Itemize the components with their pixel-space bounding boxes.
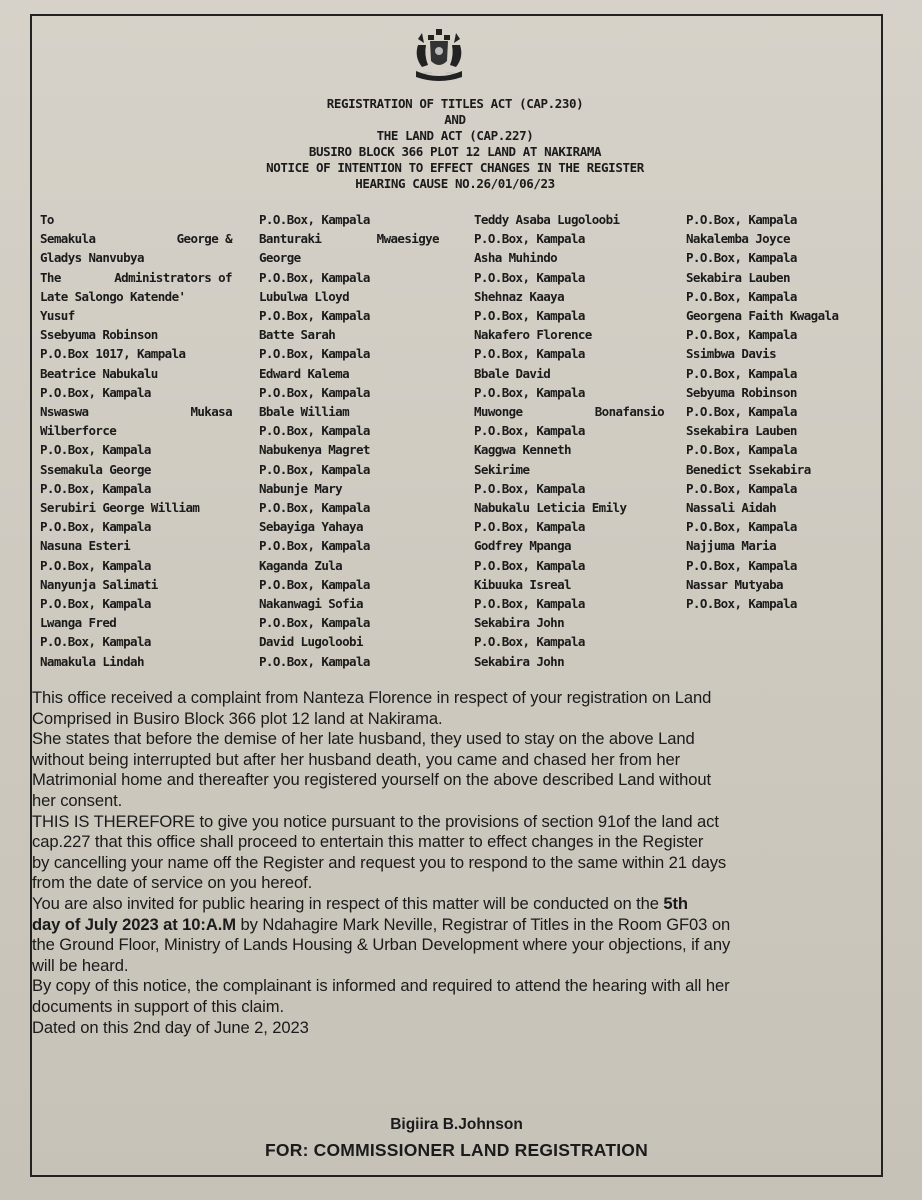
body-line: her consent.	[32, 790, 123, 810]
list-item	[40, 268, 232, 287]
list-item: P.O.Box, Kampala	[259, 384, 370, 400]
list-item-word: Administrators of	[114, 269, 232, 285]
hearing-date-bold: day of July 2023 at 10:A.M	[32, 914, 236, 934]
body-line: By copy of this notice, the complainant is informed and required to attend the hearing with all her	[32, 976, 730, 996]
list-item: P.O.Box, Kampala	[686, 288, 797, 304]
list-item: Bbale William	[259, 404, 350, 420]
list-item: Teddy Asaba Lugoloobi	[474, 212, 620, 227]
heading-line: AND	[444, 112, 466, 127]
list-item: Sekabira John	[474, 653, 565, 669]
list-item: Nakafero Florence	[474, 327, 592, 343]
list-item: Nassali Aidah	[686, 500, 777, 516]
list-item: Kaganda Zula	[259, 557, 343, 573]
body-line: from the date of service on you hereof.	[32, 873, 313, 893]
list-item: Sekirime	[474, 461, 530, 477]
list-item	[259, 229, 439, 248]
coat-of-arms-icon	[410, 27, 468, 87]
list-item: P.O.Box, Kampala	[686, 327, 797, 343]
list-item: Late Salongo Katende'	[40, 288, 186, 304]
body-line: without being interrupted but after her husband death, you came and chased her from her	[32, 749, 681, 769]
list-item-word: Mwaesigye	[376, 231, 439, 247]
list-item-word: The	[40, 269, 61, 285]
body-line: She states that before the demise of her late husband, they used to stay on the above Land	[32, 729, 695, 749]
list-item: Kaggwa Kenneth	[474, 442, 571, 458]
list-item: Sekabira Lauben	[686, 269, 790, 285]
addressee-column-1	[40, 210, 232, 671]
list-item: Benedict Ssekabira	[686, 461, 811, 477]
dated-line: Dated on this 2nd day of June 2, 2023	[32, 1017, 309, 1037]
list-item: Ssemakula George	[40, 461, 151, 477]
list-item: Beatrice Nabukalu	[40, 365, 158, 381]
signatory-office: FOR: COMMISSIONER LAND REGISTRATION	[265, 1140, 648, 1160]
list-item: P.O.Box, Kampala	[686, 212, 797, 227]
list-item: Lubulwa Lloyd	[259, 288, 350, 304]
list-item: P.O.Box, Kampala	[686, 480, 797, 496]
list-item: Ssebyuma Robinson	[40, 327, 158, 343]
list-item: Najjuma Maria	[686, 538, 777, 554]
list-item: Nabukalu Leticia Emily	[474, 500, 627, 516]
addressee-column-4	[686, 210, 861, 613]
list-item: P.O.Box, Kampala	[474, 557, 585, 573]
body-line	[32, 915, 880, 936]
list-item: P.O.Box, Kampala	[40, 596, 151, 612]
list-item: P.O.Box, Kampala	[40, 384, 151, 400]
list-item: P.O.Box, Kampala	[474, 269, 585, 285]
list-item: P.O.Box, Kampala	[474, 634, 585, 650]
list-item: P.O.Box, Kampala	[40, 557, 151, 573]
list-item: Serubiri George William	[40, 500, 200, 516]
heading-line: HEARING CAUSE NO.26/01/06/23	[355, 176, 555, 191]
body-line	[32, 894, 880, 915]
list-item: P.O.Box, Kampala	[259, 461, 370, 477]
list-item	[40, 402, 232, 421]
list-item: Georgena Faith Kwagala	[686, 308, 839, 324]
list-item: P.O.Box, Kampala	[474, 423, 585, 439]
list-item: P.O.Box, Kampala	[474, 596, 585, 612]
body-line: documents in support of this claim.	[32, 996, 284, 1016]
list-item: Nassar Mutyaba	[686, 576, 783, 592]
body-line: THIS IS THEREFORE to give you notice pursuant to the provisions of section 91of the land act	[32, 811, 719, 831]
body-line: the Ground Floor, Ministry of Lands Housing & Urban Development where your objections, if any	[32, 935, 731, 955]
list-item: Sekabira John	[474, 615, 565, 631]
body-line: cap.227 that this office shall proceed to entertain this matter to effect changes in the Register	[32, 832, 704, 852]
list-item-word: Semakula	[40, 231, 96, 247]
list-item	[474, 402, 664, 421]
notice-heading	[230, 96, 680, 192]
list-item: Yusuf	[40, 308, 75, 324]
list-item: P.O.Box, Kampala	[686, 404, 797, 420]
list-item-word: Bonafansio	[594, 404, 664, 420]
notice-body	[32, 688, 880, 1038]
body-line: This office received a complaint from Nanteza Florence in respect of your registration on Land	[32, 688, 712, 707]
list-item: Namakula Lindah	[40, 653, 144, 669]
list-item: Batte Sarah	[259, 327, 336, 343]
signatory-name: Bigiira B.Johnson	[390, 1116, 523, 1133]
body-line: Matrimonial home and thereafter you registered yourself on the above described Land without	[32, 770, 712, 790]
list-item: Sebyuma Robinson	[686, 384, 797, 400]
addressee-column-3	[474, 210, 664, 671]
list-item: P.O.Box, Kampala	[259, 346, 370, 362]
list-item: P.O.Box, Kampala	[474, 480, 585, 496]
list-item: Ssimbwa Davis	[686, 346, 777, 362]
list-item: P.O.Box, Kampala	[686, 557, 797, 573]
addressee-column-2	[259, 210, 439, 671]
list-item: Nabunje Mary	[259, 480, 343, 496]
list-item: Godfrey Mpanga	[474, 538, 571, 554]
list-item: Nakanwagi Sofia	[259, 596, 363, 612]
list-item: P.O.Box, Kampala	[686, 365, 797, 381]
list-item: P.O.Box, Kampala	[259, 308, 370, 324]
list-item: P.O.Box, Kampala	[259, 538, 370, 554]
list-item: P.O.Box, Kampala	[40, 442, 151, 458]
body-line: Comprised in Busiro Block 366 plot 12 land at Nakirama.	[32, 708, 443, 728]
heading-line: BUSIRO BLOCK 366 PLOT 12 LAND AT NAKIRAMA	[308, 144, 602, 159]
list-item: David Lugoloobi	[259, 634, 363, 650]
list-item: Shehnaz Kaaya	[474, 288, 565, 304]
heading-line: THE LAND ACT (CAP.227)	[376, 128, 534, 143]
body-text-span: You are also invited for public hearing in respect of this matter will be conducted on the	[32, 893, 664, 913]
list-item: Edward Kalema	[259, 365, 350, 381]
hearing-date-bold: 5th	[663, 893, 688, 913]
list-item: P.O.Box, Kampala	[474, 519, 585, 535]
body-line: will be heard.	[32, 955, 129, 975]
list-item: P.O.Box, Kampala	[259, 576, 370, 592]
list-item-word: Muwonge	[474, 404, 523, 420]
list-item: Nasuna Esteri	[40, 538, 131, 554]
list-item: P.O.Box, Kampala	[474, 308, 585, 324]
list-item: P.O.Box, Kampala	[686, 519, 797, 535]
list-item: Nabukenya Magret	[259, 442, 370, 458]
list-item: P.O.Box, Kampala	[259, 212, 370, 227]
body-text-span: by Ndahagire Mark Neville, Registrar of Titles in the Room GF03 on	[235, 914, 731, 934]
list-item: P.O.Box, Kampala	[474, 384, 585, 400]
list-item: P.O.Box, Kampala	[259, 615, 370, 631]
list-item: P.O.Box, Kampala	[686, 250, 797, 266]
list-item: Sebayiga Yahaya	[259, 519, 363, 535]
list-item: P.O.Box, Kampala	[259, 500, 370, 516]
list-item-word: George &	[176, 231, 232, 247]
list-item: Bbale David	[474, 365, 551, 381]
list-item: P.O.Box 1017, Kampala	[40, 346, 186, 362]
list-item-word: Banturaki	[259, 231, 322, 247]
list-item: To	[40, 212, 54, 227]
list-item	[40, 229, 232, 248]
list-item: Nakalemba Joyce	[686, 231, 790, 247]
list-item: George	[259, 250, 301, 266]
list-item: Lwanga Fred	[40, 615, 117, 631]
body-line: by cancelling your name off the Register and request you to respond to the same within 21 days	[32, 852, 727, 872]
list-item-word: Nswaswa	[40, 404, 89, 420]
list-item: Wilberforce	[40, 423, 117, 439]
list-item: P.O.Box, Kampala	[474, 231, 585, 247]
list-item: Kibuuka Isreal	[474, 576, 571, 592]
list-item: Asha Muhindo	[474, 250, 558, 266]
list-item: P.O.Box, Kampala	[40, 519, 151, 535]
list-item: P.O.Box, Kampala	[40, 480, 151, 496]
list-item: P.O.Box, Kampala	[259, 653, 370, 669]
list-item: P.O.Box, Kampala	[259, 423, 370, 439]
list-item: P.O.Box, Kampala	[40, 634, 151, 650]
list-item-word: Mukasa	[190, 404, 232, 420]
heading-line: NOTICE OF INTENTION TO EFFECT CHANGES IN THE REGISTER	[266, 160, 644, 175]
heading-line: REGISTRATION OF TITLES ACT (CAP.230)	[326, 96, 584, 111]
list-item: Ssekabira Lauben	[686, 423, 797, 439]
list-item: P.O.Box, Kampala	[474, 346, 585, 362]
list-item: P.O.Box, Kampala	[686, 596, 797, 612]
list-item: Nanyunja Salimati	[40, 576, 158, 592]
list-item: Gladys Nanvubya	[40, 250, 144, 266]
list-item: P.O.Box, Kampala	[686, 442, 797, 458]
list-item: P.O.Box, Kampala	[259, 269, 370, 285]
